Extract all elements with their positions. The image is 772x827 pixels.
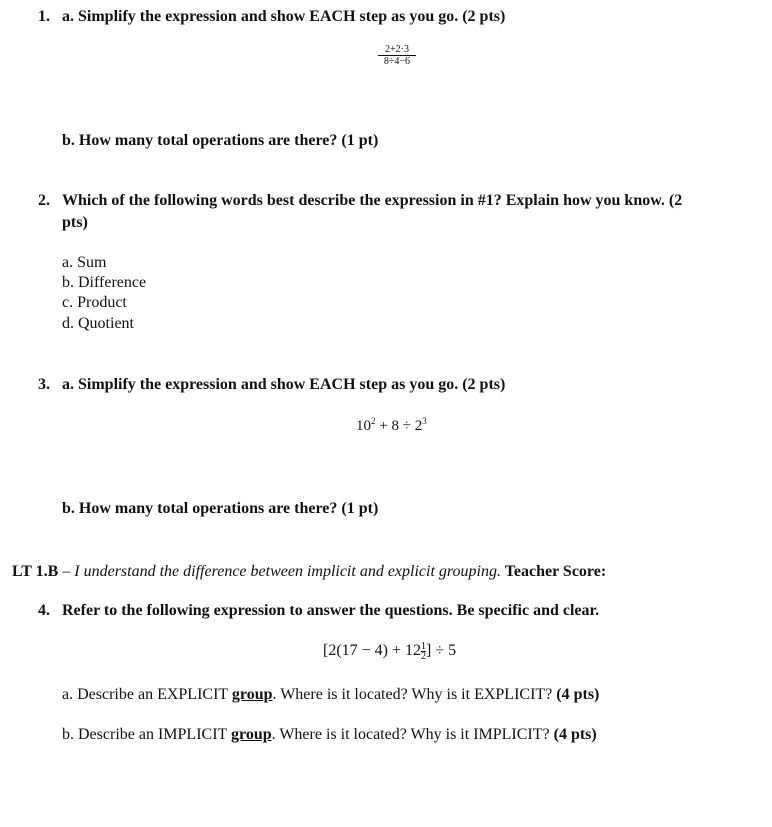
q1b-prompt: b. How many total operations are there? (1 pt) [62, 132, 379, 149]
q2-prompt-line1: Which of the following words best describe the expression in #1? Explain how you know. (2 [62, 192, 683, 209]
q4-expression: [2(17 − 4) + 12 $\frac{1}{2}$ ] ÷ 5 [323, 641, 457, 662]
q2-prompt-line2: pts) [62, 214, 88, 231]
denominator: 8÷4−6 [383, 56, 411, 67]
q3a-prompt: a. Simplify the expression and show EACH step as you go. (2 pts) [62, 376, 506, 393]
learning-target: LT 1.B – I understand the difference between implicit and explicit grouping. Teacher Score: [12, 563, 607, 580]
q4-prompt: Refer to the following expression to answer the questions. Be specific and clear. [62, 602, 600, 619]
option-sum: a. Sum [62, 254, 107, 271]
option-product: c. Product [62, 294, 127, 311]
q3b-prompt: b. How many total operations are there? (1 pt) [62, 500, 379, 517]
numerator: 2+2·3 [378, 44, 416, 56]
q2-number: 2. [38, 192, 50, 209]
q1-number: 1. [38, 8, 50, 25]
q1a-prompt: a. Simplify the expression and show EACH step as you go. (2 pts) [62, 8, 506, 25]
q4a-prompt: a. Describe an EXPLICIT group. Where is it located? Why is it EXPLICIT? (4 pts) [62, 686, 600, 703]
option-quotient: d. Quotient [62, 315, 134, 332]
q4b-prompt: b. Describe an IMPLICIT group. Where is it located? Why is it IMPLICIT? (4 pts) [62, 726, 597, 743]
option-difference: b. Difference [62, 274, 147, 291]
q1-expression [378, 44, 416, 67]
q3-expression: $10^2 + 8 \div 2^3$ [356, 416, 427, 434]
q3-number: 3. [38, 376, 50, 393]
q4-number: 4. [38, 602, 50, 619]
